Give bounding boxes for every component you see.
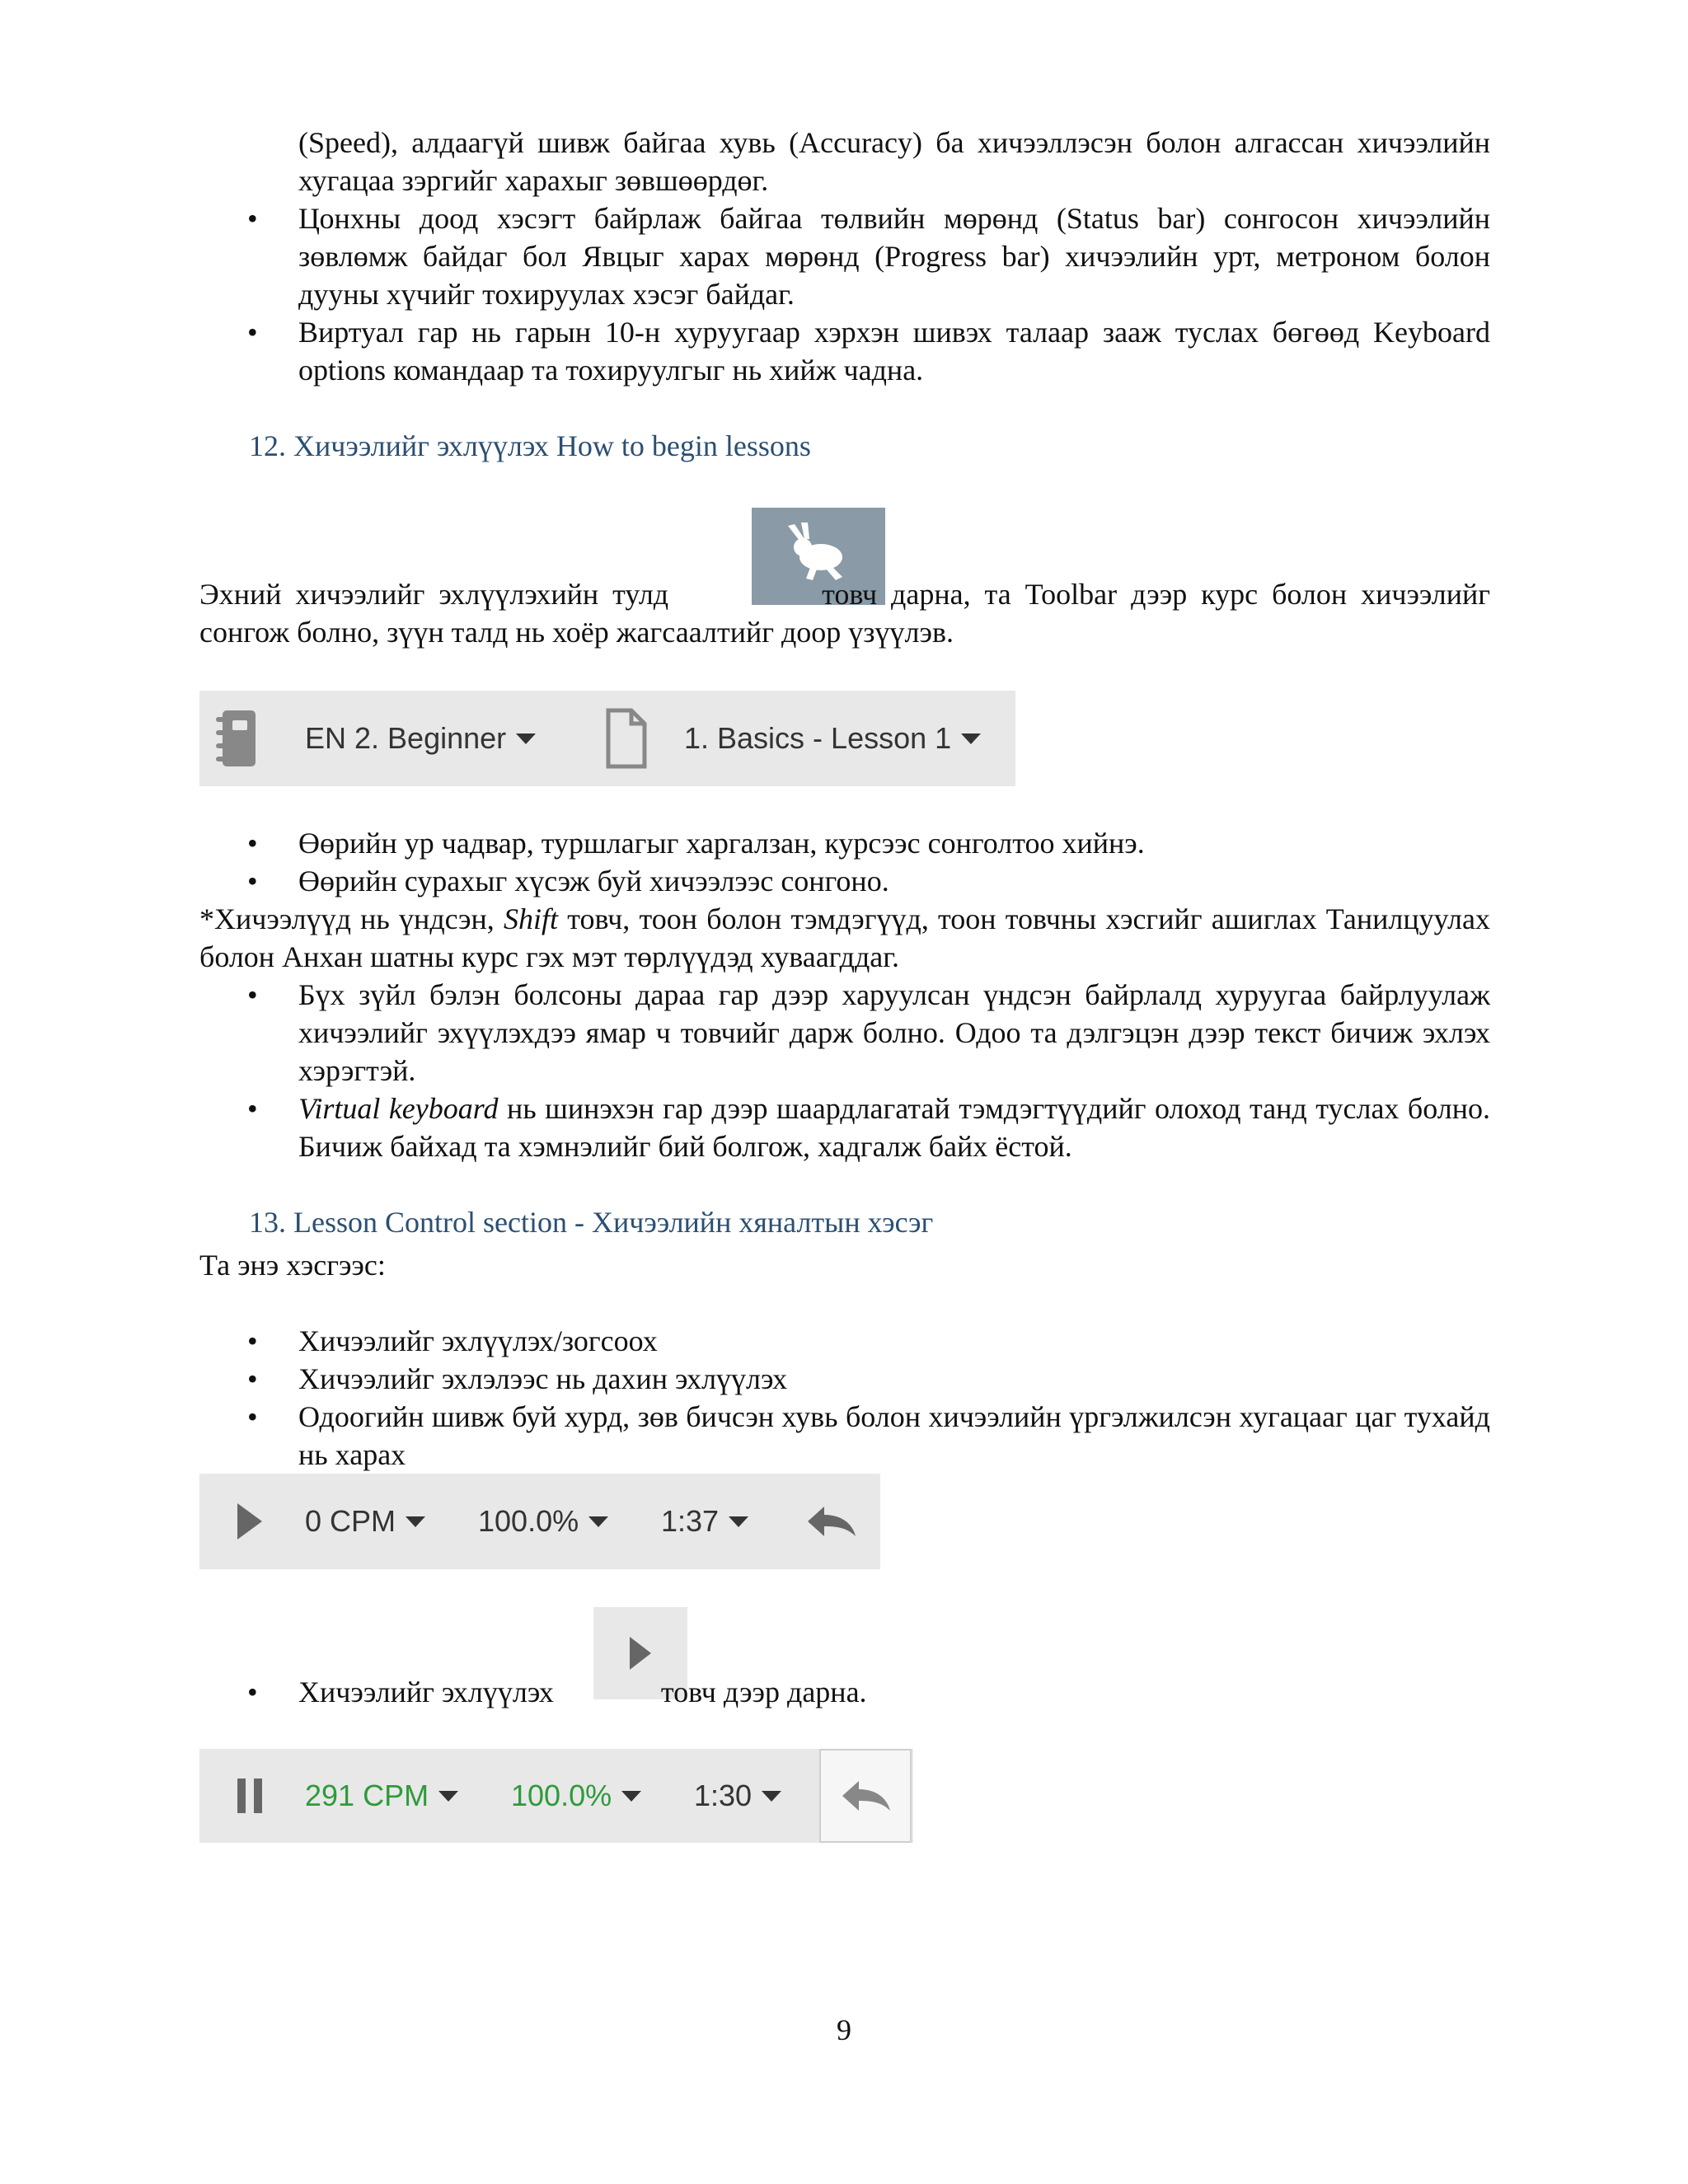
time-dropdown[interactable] bbox=[661, 1474, 748, 1569]
speed-value: 0 CPM bbox=[305, 1504, 396, 1538]
bullet-start-lesson: • Хичээлийг эхлүүлэх товч дээр дарна. bbox=[298, 1673, 1490, 1711]
section-12-heading: 12. Хичээлийг эхлүүлэх How to begin lessons bbox=[249, 429, 811, 462]
restart-button[interactable] bbox=[804, 1474, 857, 1569]
section-13-intro: Та энэ хэсгээс: bbox=[199, 1249, 386, 1282]
speed-dropdown[interactable] bbox=[305, 1749, 458, 1843]
bullet-choose-course: • Өөрийн ур чадвар, туршлагыг харгалзан, курсээс сонголтоо хийнэ. bbox=[298, 824, 1490, 862]
time-value: 1:30 bbox=[694, 1779, 753, 1812]
course-book-icon bbox=[211, 691, 260, 786]
page-number: 9 bbox=[837, 2013, 851, 2046]
section-12-paragraph bbox=[199, 575, 1490, 651]
para-after-icon: товч дарна, та Toolbar дээр курс болон хичээлийг сонгож болно, зүүн талд нь хоёр жагсаалтийг доор үзүүлэв. bbox=[199, 578, 1490, 649]
restart-button[interactable] bbox=[819, 1749, 912, 1843]
intro-paragraph: (Speed), алдаагүй шивж байгаа хувь (Accuracy) ба хичээллэсэн болон алгассан хичээлийн хугацаа зэргийг харахыг зөвшөөрдөг. bbox=[298, 126, 1490, 197]
lesson-document-icon bbox=[600, 691, 649, 786]
undo-icon bbox=[804, 1502, 857, 1541]
time-value: 1:37 bbox=[661, 1504, 720, 1538]
bullet-virtual-keyboard-help: • Virtual keyboard нь шинэхэн гар дээр шаардлагатай тэмдэгтүүдийг олоход танд туслах болно. Бичиж байхад та хэмнэлийг бий болгож, хадгалж байх ёстой. bbox=[298, 1090, 1490, 1165]
accuracy-dropdown[interactable] bbox=[511, 1749, 641, 1843]
course-lesson-toolbar bbox=[199, 691, 1015, 786]
course-dropdown-label: EN 2. Beginner bbox=[305, 721, 507, 755]
chevron-down-icon bbox=[406, 1516, 425, 1527]
speed-value: 291 CPM bbox=[305, 1779, 429, 1812]
chevron-down-icon bbox=[729, 1516, 748, 1527]
time-dropdown[interactable] bbox=[694, 1749, 781, 1843]
bullet-choose-lesson: • Өөрийн сурахыг хүсэж буй хичээлээс сонгоно. bbox=[298, 862, 1490, 900]
chevron-down-icon bbox=[438, 1791, 458, 1802]
chevron-down-icon bbox=[516, 733, 536, 744]
bullet-status-bar: • Цонхны доод хэсэгт байрлаж байгаа төлвийн мөрөнд (Status bar) сонгосон хичээлийн зөвлөмж байдаг бол Явцыг харах мөрөнд (Progress bar) хичээлийн урт, метроном болон дууны хүчийг тохируулах хэсэг байдаг. bbox=[298, 199, 1490, 313]
speed-dropdown[interactable] bbox=[305, 1474, 425, 1569]
lesson-control-bar-stopped bbox=[199, 1474, 880, 1569]
course-dropdown[interactable] bbox=[305, 691, 536, 786]
bullet-view-stats: • Одоогийн шивж буй хурд, зөв бичсэн хувь болон хичээлийн үргэлжилсэн хугацааг цаг тухайд нь харах bbox=[298, 1398, 1490, 1474]
lesson-control-bar-running bbox=[199, 1749, 913, 1843]
pause-icon bbox=[236, 1777, 264, 1815]
bullet-restart: • Хичээлийг эхлэлээс нь дахин эхлүүлэх bbox=[298, 1360, 1490, 1398]
play-icon bbox=[628, 1635, 653, 1671]
play-button[interactable] bbox=[234, 1474, 264, 1569]
pause-button[interactable] bbox=[236, 1749, 264, 1843]
lesson-dropdown-label: 1. Basics - Lesson 1 bbox=[684, 721, 952, 755]
bullet-start-typing: • Бүх зүйл бэлэн болсоны дараа гар дээр харуулсан үндсэн байрлалд хуруугаа байрлуулаж хичээлийг эхүүлэхдээ ямар ч товчийг дарж болно. Одоо та дэлгэцэн дээр текст бичиж эхлэх хэрэгтэй. bbox=[298, 976, 1490, 1090]
lesson-types-note: *Хичээлүүд нь үндсэн, Shift товч, тоон болон тэмдэгүүд, тоон товчны хэсгийг ашиглах Танилцуулах болон Анхан шатны курс гэх мэт төрлүүдэд хуваагддаг. bbox=[199, 902, 1490, 973]
para-before-icon: Эхний хичээлийг эхлүүлэхийн тулд bbox=[199, 578, 669, 611]
bullet-start-stop: • Хичээлийг эхлүүлэх/зогсоох bbox=[298, 1322, 1490, 1360]
chevron-down-icon bbox=[762, 1791, 781, 1802]
chevron-down-icon bbox=[621, 1791, 641, 1802]
lesson-dropdown[interactable] bbox=[684, 691, 981, 786]
accuracy-dropdown[interactable] bbox=[478, 1474, 608, 1569]
play-icon bbox=[234, 1502, 264, 1541]
accuracy-value: 100.0% bbox=[511, 1779, 612, 1812]
bullet-virtual-keyboard: • Виртуал гар нь гарын 10-н хуруугаар хэрхэн шивэх талаар зааж туслах бөгөөд Keyboard options командаар та тохируулгыг нь хийж чадна. bbox=[298, 313, 1490, 389]
chevron-down-icon bbox=[961, 733, 981, 744]
undo-icon bbox=[839, 1776, 892, 1816]
accuracy-value: 100.0% bbox=[478, 1504, 579, 1538]
chevron-down-icon bbox=[588, 1516, 608, 1527]
section-13-heading: 13. Lesson Control section - Хичээлийн хяналтын хэсэг bbox=[249, 1206, 934, 1239]
